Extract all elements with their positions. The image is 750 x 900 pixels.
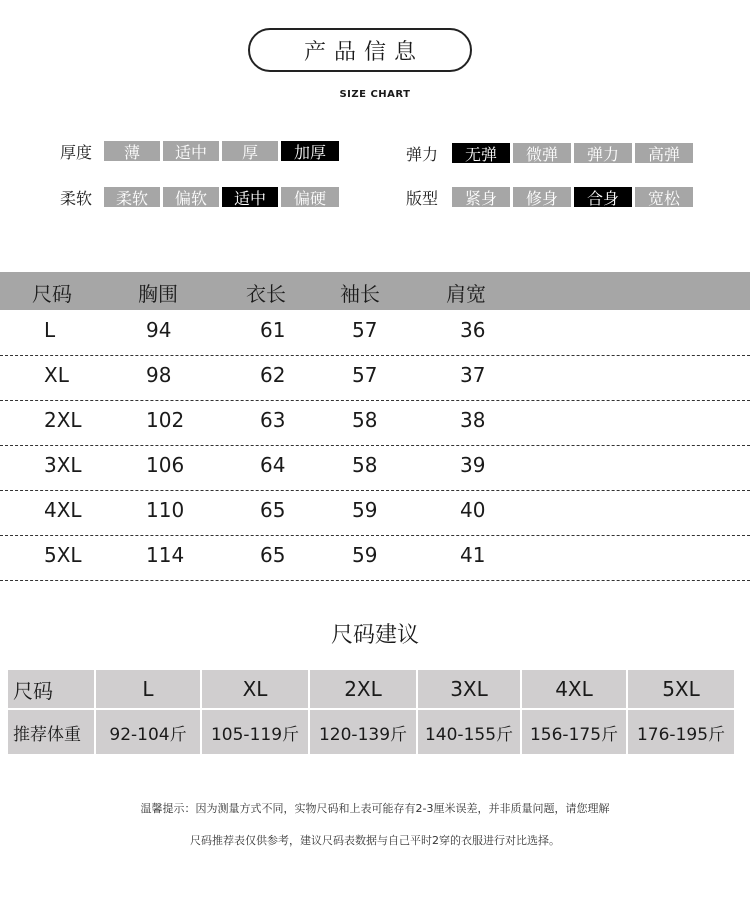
attr-option-selected: 适中 — [222, 187, 278, 207]
size-table-cell: 5XL — [44, 543, 82, 567]
size-table-cell: 110 — [146, 498, 185, 522]
rec-size-cell: 2XL — [310, 670, 416, 708]
recommendation-title: 尺码建议 — [330, 623, 419, 648]
size-table-cell: 114 — [146, 543, 185, 567]
attr-softness — [60, 186, 342, 208]
rec-weight-label: 推荐体重 — [8, 710, 94, 754]
row-divider — [0, 355, 750, 356]
rec-weight-cell: 140-155斤 — [418, 710, 520, 754]
size-table-cell: 59 — [352, 543, 378, 567]
size-table-cell: 63 — [260, 408, 286, 432]
attr-option: 微弹 — [513, 143, 571, 163]
attr-option: 厚 — [222, 141, 278, 161]
attr-option: 偏硬 — [281, 187, 339, 207]
rec-weight-cell: 92-104斤 — [96, 710, 200, 754]
rec-size-cell: 4XL — [522, 670, 626, 708]
size-table-cell: 40 — [460, 498, 486, 522]
attr-thickness — [60, 140, 342, 162]
size-table-cell: 57 — [352, 318, 378, 342]
attr-option: 高弹 — [635, 143, 693, 163]
size-table-cell: 98 — [146, 363, 172, 387]
size-table-cell: 94 — [146, 318, 172, 342]
attr-option: 适中 — [163, 141, 219, 161]
size-table-cell: 4XL — [44, 498, 82, 522]
recommendation-table — [8, 670, 736, 756]
attr-option: 弹力 — [574, 143, 632, 163]
page-title-text: 产品信息 — [303, 39, 424, 65]
size-table-cell: 102 — [146, 408, 185, 432]
recommendation-weight-row — [8, 710, 736, 754]
recommendation-size-row — [8, 670, 736, 708]
size-table-cell: 37 — [460, 363, 486, 387]
size-table-cell: 65 — [260, 498, 286, 522]
page-subtitle: SIZE CHART — [339, 89, 411, 100]
row-divider — [0, 400, 750, 401]
size-table-cell: 62 — [260, 363, 286, 387]
size-table-cell: 106 — [146, 453, 185, 477]
rec-size-cell: 5XL — [628, 670, 734, 708]
attr-option: 宽松 — [635, 187, 693, 207]
attr-option: 修身 — [513, 187, 571, 207]
attr-option-selected: 合身 — [574, 187, 632, 207]
note-line-2: 尺码推荐表仅供参考，建议尺码表数据与自己平时2穿的衣服进行对比选择。 — [190, 834, 560, 847]
size-table-cell: 39 — [460, 453, 486, 477]
rec-size-label: 尺码 — [8, 670, 94, 708]
size-table-header: 袖长 — [340, 282, 380, 306]
size-table-cell: 38 — [460, 408, 486, 432]
attr-label: 弹力 — [406, 144, 439, 164]
note-line-1: 温馨提示：因为测量方式不同，实物尺码和上表可能存有2-3厘米误差，并非质量问题，请您理解 — [140, 802, 610, 815]
rec-weight-cell: 105-119斤 — [202, 710, 308, 754]
size-table-cell: 41 — [460, 543, 486, 567]
rec-weight-cell: 156-175斤 — [522, 710, 626, 754]
row-divider — [0, 490, 750, 491]
size-table-cell: 58 — [352, 453, 378, 477]
attr-option: 柔软 — [104, 187, 160, 207]
size-table-header: 衣长 — [246, 282, 286, 306]
size-table-cell: 61 — [260, 318, 286, 342]
rec-weight-cell: 176-195斤 — [628, 710, 734, 754]
size-table-header: 尺码 — [32, 282, 72, 306]
size-table-cell: 3XL — [44, 453, 82, 477]
row-divider — [0, 445, 750, 446]
size-table-cell: 2XL — [44, 408, 82, 432]
attr-option-selected: 加厚 — [281, 141, 339, 161]
row-divider — [0, 580, 750, 581]
attr-fit — [406, 186, 696, 208]
page-title — [248, 28, 472, 72]
attr-option: 薄 — [104, 141, 160, 161]
rec-size-cell: XL — [202, 670, 308, 708]
size-table-cell: 65 — [260, 543, 286, 567]
attr-option-selected: 无弹 — [452, 143, 510, 163]
size-table-cell: 64 — [260, 453, 286, 477]
size-table-cell: 57 — [352, 363, 378, 387]
size-table-header: 肩宽 — [446, 282, 486, 306]
size-table-cell: L — [44, 318, 56, 342]
rec-size-cell: L — [96, 670, 200, 708]
attr-option: 紧身 — [452, 187, 510, 207]
rec-size-cell: 3XL — [418, 670, 520, 708]
attr-label: 版型 — [406, 188, 439, 208]
size-table-cell: 58 — [352, 408, 378, 432]
rec-weight-cell: 120-139斤 — [310, 710, 416, 754]
row-divider — [0, 535, 750, 536]
size-table-header: 胸围 — [138, 282, 178, 306]
attr-option: 偏软 — [163, 187, 219, 207]
size-table-cell: 59 — [352, 498, 378, 522]
attr-label: 厚度 — [60, 142, 93, 162]
attr-label: 柔软 — [60, 188, 93, 208]
size-table-cell: XL — [44, 363, 69, 387]
size-table-cell: 36 — [460, 318, 486, 342]
attr-elasticity — [406, 142, 696, 164]
